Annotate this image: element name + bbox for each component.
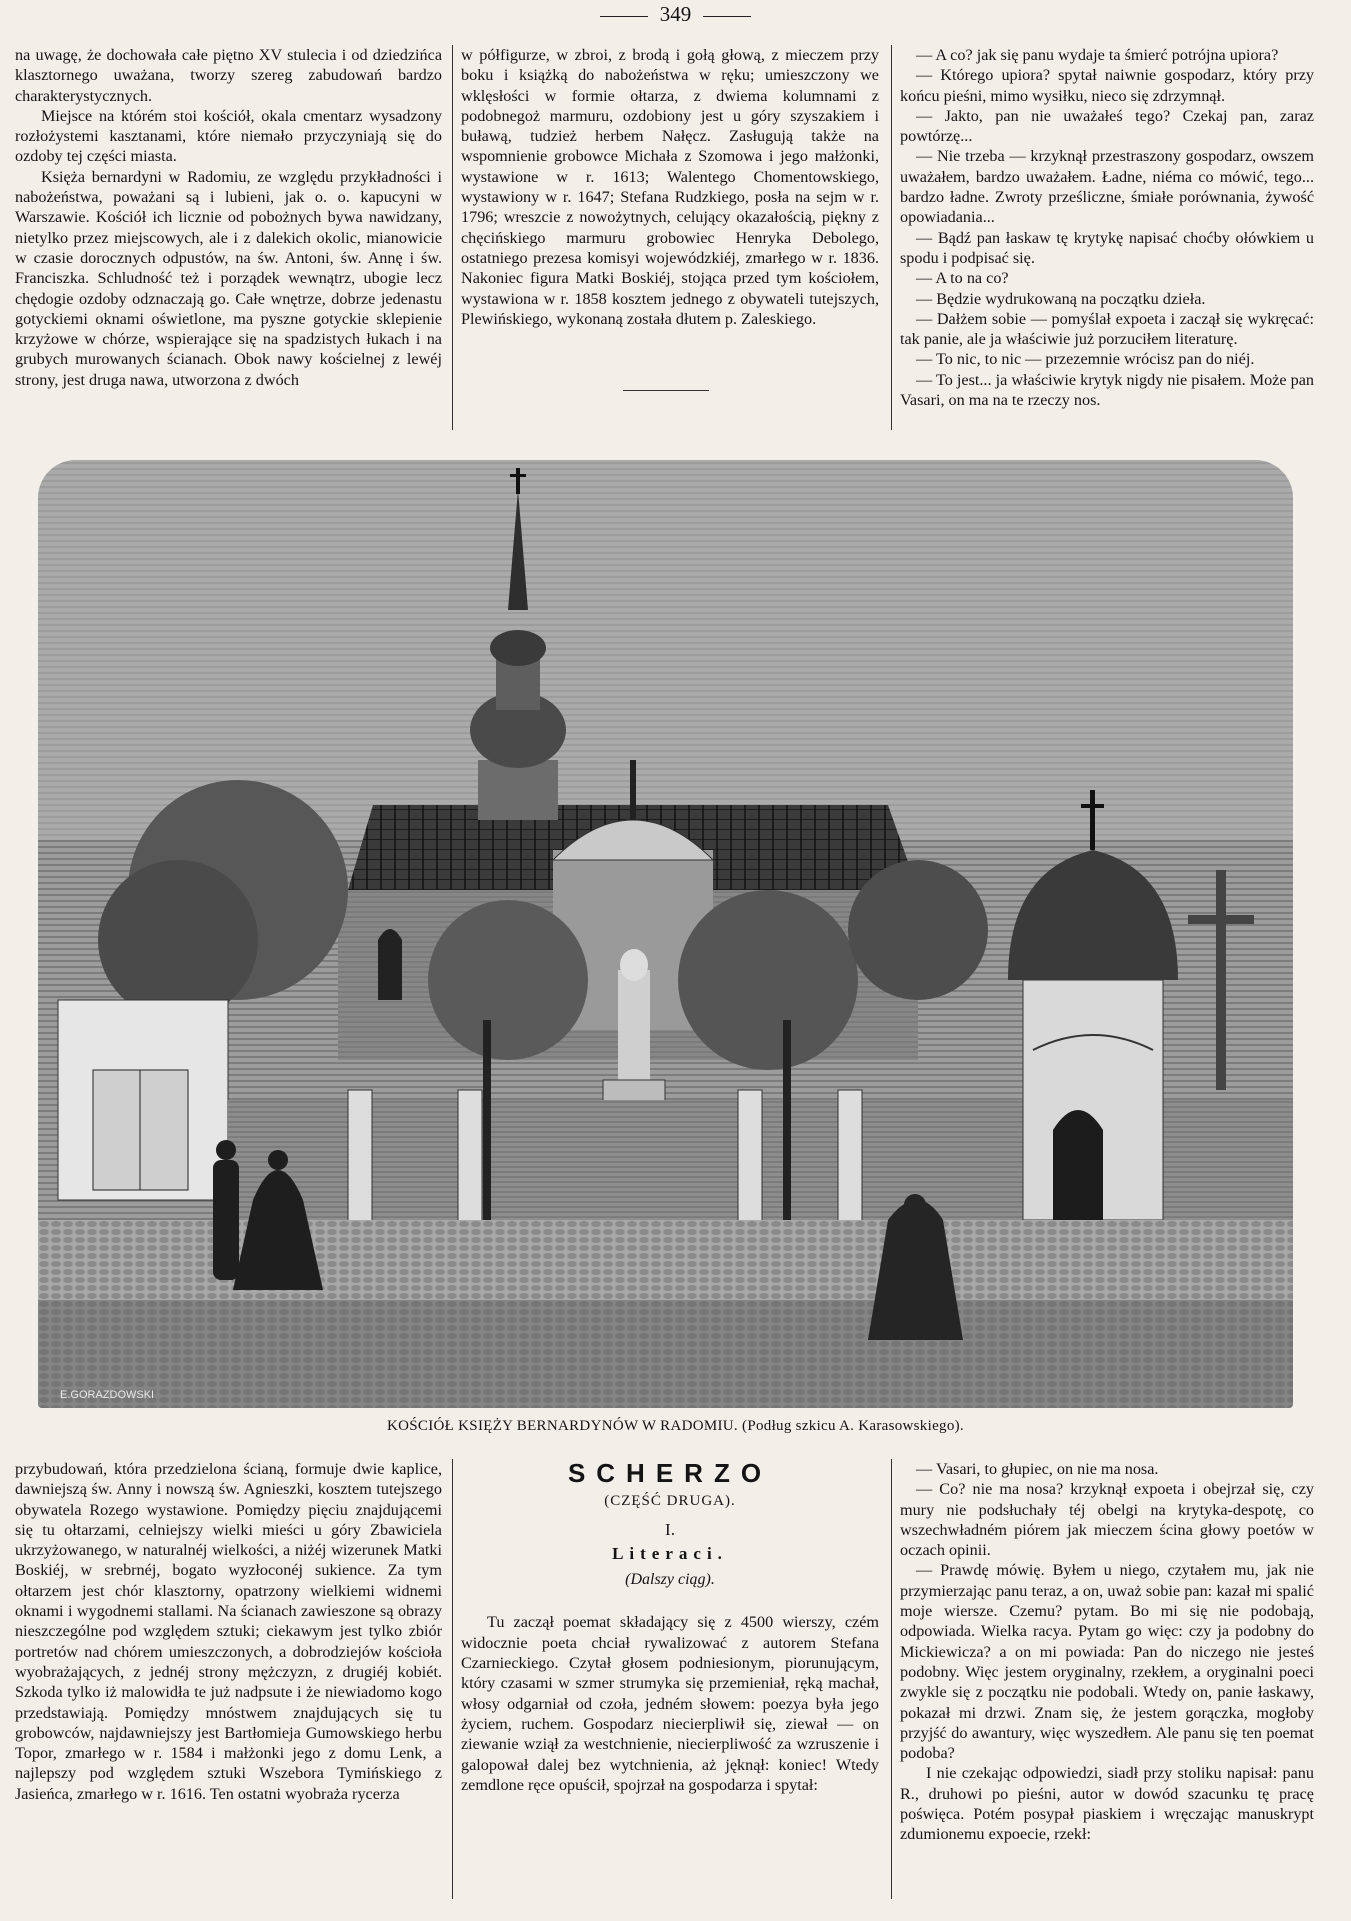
paragraph: Tu zaczął poemat składający się z 4500 wierszy, czém widocznie poeta chciał rywalizować z autorem Stefana Czarnieckiego. Czytał głosem podniesionym, piorunującym, który czasami w szmer strumyka się przemieniał, ręką machał, włosy odgarniał od czoła, jedném słowem: poezya była jego życiem, ruchem. Gospodarz niecierpliwił się, ziewał — on ziewanie wziął za westchnienie, niecierpliwość za wzruszenie i galopował dalej bez wytchnienia, aż jęknął: koniec! Wtedy zemdlone ręce opuścił, spojrzał na gospodarza i spytał: (461, 1613, 879, 1794)
dialogue-line: — To nic, to nic — przezemnie wrócisz pan do niéj. (916, 350, 1255, 369)
top-column-1 (15, 45, 442, 390)
bottom-column-1 (15, 1459, 442, 1804)
header-rule-right (703, 16, 751, 17)
dialogue-line: — Prawdę mówię. Byłem u niego, czytałem mu, jak nie przymierzając panu teraz, a on, uważ sobie pan: kazał mi spalić moje wiersze. Czemu? pytam. Bo mi się nie podobają, odpowiada. Wielka racya. Pytam go więc: czy ja podobny do Mickiewicza? a on mi powiada: Pan do niczego nie jesteś podobny. Więc jestem oryginalny, rzekłem, a oryginalni poeci zwykle się z początku nie podobali. Wtedy on, panie łaskawy, pokazał mi drzwi. Znam się, że jestem gorączka, mogłoby przyjść do awantury, więc wyszedłem. Ale panu się ten poemat podoba? (900, 1561, 1314, 1763)
chapter-number: I. (665, 1519, 675, 1539)
continued-note: (Dalszy ciąg). (625, 1571, 715, 1589)
page-number: 349 (659, 2, 692, 26)
dialogue-line: — To jest... ja właściwie krytyk nigdy nie pisałem. Może pan Vasari, on ma na te rzeczy nos. (900, 370, 1314, 410)
story-title: SCHERZO (567, 1458, 773, 1488)
dialogue-line: — Vasari, to głupiec, on nie ma nosa. (916, 1460, 1159, 1478)
chapter-title: Literaci. (612, 1543, 728, 1563)
church-tower (478, 760, 558, 820)
paragraph: Księża bernardyni w Radomiu, ze względu przykładności i nabożeństwa, poważani są i lubieni, jak o. o. kapucyni w Warszawie. Kościół ich licznie od pobożnych bywa nawidzany, nietylko przez miejscowych, ale i z dalekich okolic, mianowicie w czasie dorocznych odpustów, na św. Antoni, św. Annę i św. Franciszka. Schludność też i porządek wewnątrz, ubogie lecz chędogie ozdoby odznaczają go. Całe wnętrze, dobrze jedenastu gotyckiemi oknami oświetlone, ma pyszne gotyckie sklepienie krzyżowe w chórze, wspierające się na spadzistych łukach i na grubych murowanych ścianach. Obok nawy kościelnej z lewéj strony, jest druga nawa, utworzona z dwóch (15, 167, 442, 389)
dialogue-line: — Bądź pan łaskaw tę krytykę napisać choćby ołówkiem u spodu i podpisać się. (900, 228, 1314, 267)
bottom-column-3 (900, 1459, 1314, 1845)
page-number-header (0, 2, 1351, 26)
header-rule-left (600, 16, 648, 17)
paragraph: I nie czekając odpowiedzi, siadł przy stoliku napisał: panu R., druhowi po pieśni, autor w dowód szacunku tę pracę poświęca. Potém posypał piaskiem i wręczając manuskrypt zdumionemu expoecie, rzekł: (900, 1764, 1314, 1844)
dialogue-line: — Co? nie ma nosa? krzyknął expoeta i obejrzał się, czy mury nie podsłuchały téj obelgi na krytyka-despotę, co wszechwładném piórem jak mieczem ścina głowy poetów w oczach opinii. (900, 1480, 1314, 1560)
story-subtitle: (CZĘŚĆ DRUGA). (604, 1493, 736, 1510)
column-divider (452, 1459, 453, 1899)
paragraph: Miejsce na którém stoi kościół, okala cmentarz wysadzony rozłożystemi kasztanami, które niemało przyczyniają się do ozdoby tej części miasta. (15, 106, 442, 166)
paragraph: w półfigurze, w zbroi, z brodą i gołą głową, z mieczem przy boku i książką do nabożeństwa w ręku; umieszczony we wklęsłości w formie ołtarza, z dwiema kolumnami z podobnegoż marmuru, ozdobiony jest u góry szyszakiem i buławą, tudzież herbem Nałęcz. Zasługują także na wspomnienie grobowce Michała z Szomowa i jego małżonki, wystawione w r. 1613; Walentego Chomentowskiego, wystawiony w r. 1647; Stefana Rudzkiego, posła na sejm w r. 1796; wreszcie z nowożytnych, celujący okazałością, piękny z chęcińskiego marmuru grobowiec Henryka Debolego, ostatniego prezesa komisyi wojewódzkiéj, zmarłego w r. 1836. Nakoniec figura Matki Boskiéj, stojąca przed tym kościołem, wystawiona w r. 1858 kosztem jednego z obywateli tutejszych, Plewińskiego, wykonaną została dłutem p. Zaleskiego. (461, 46, 879, 328)
dialogue-line: — Dałżem sobie — pomyślał expoeta i zaczął się wykręcać: tak panie, ale ja właściwie już porzuciłem literaturę. (900, 309, 1314, 349)
engraver-signature: E.GORAZDOWSKI (60, 1389, 155, 1401)
dialogue-line: — Będzie wydrukowaną na początku dzieła. (916, 289, 1206, 308)
story-heading (461, 1458, 879, 1590)
dialogue-line: — A co? jak się panu wydaje ta śmierć potrójna upiora? (916, 46, 1279, 64)
church-engraving (38, 460, 1293, 1408)
figure-caption: KOŚCIÓŁ KSIĘŻY BERNARDYNÓW W RADOMIU. (Podług szkicu A. Karasowskiego). (387, 1418, 964, 1434)
dialogue-line: — Nie trzeba — krzyknął przestraszony gospodarz, owszem uważałem, bardzo uważałem. Ładne, niéma co mówić, tego... bardzo ładne. Zwroty prześliczne, śmiałe porównania, żywość opowiadania... (900, 147, 1314, 227)
column-divider (452, 45, 453, 430)
madonna-statue (618, 970, 650, 1080)
top-column-2 (461, 45, 879, 329)
dialogue-line: — Którego upiora? spytał naiwnie gospodarz, który przy końcu pieśni, mimo wysiłku, nieco się zdrzymnął. (900, 66, 1314, 105)
paragraph: przybudowań, która przedzielona ścianą, formuje dwie kaplice, dawniejszą św. Anny i nowszą św. Agnieszki, kosztem tutejszego obywatela Rozego wystawione. Pomiędzy pięciu znajdującemi się tu ołtarzami, celniejszy wielki mieści u góry Zbawiciela ukrzyżowanego, w naturalnéj wielkości, a niżéj wizerunek Matki Boskiéj, w srebrnéj, bogato wyzłoconéj sukience. Za tym ołtarzem jest chór klasztorny, opatrzony wielkiemi widnemi oknami i wygodnemi stallami. Na ścianach zawieszone są obrazy nieszczególne pod względem sztuki; ciekawym jest tylko zbiór portretów nad chórem umieszczonych, a dobrodziejów kościoła wyobrażających, z jednéj strony mężczyzn, z drugiéj kobiét. Szkoda tylko iż malowidła te już nadpsute i że niewiadomo kogo przedstawiają. Pomiędzy mnóstwem znajdujących się tu grobowców, najdawniejszy jest Bartłomieja Gumowskiego herbu Topor, zmarłego w r. 1584 i małżonki jego z domu Lenk, a najlepszy pod względem sztuki Wszebora Tymińskiego z Jasieńca, zmarłego w r. 1616. Ten ostatni wyobraża rycerza (15, 1460, 442, 1803)
dialogue-line: — Jakto, pan nie uważałeś tego? Czekaj pan, zaraz powtórzę... (900, 106, 1314, 146)
paragraph: na uwagę, że dochowała całe piętno XV stulecia i od dziedzińca klasztornego uważana, tworzy szereg zabudowań bardzo charakterystycznych. (15, 46, 442, 105)
column-divider (891, 45, 892, 430)
bottom-column-2 (461, 1459, 879, 1795)
top-column-3 (900, 45, 1314, 410)
column-divider (891, 1459, 892, 1899)
section-separator (623, 390, 709, 391)
dialogue-line: — A to na co? (916, 269, 1009, 288)
